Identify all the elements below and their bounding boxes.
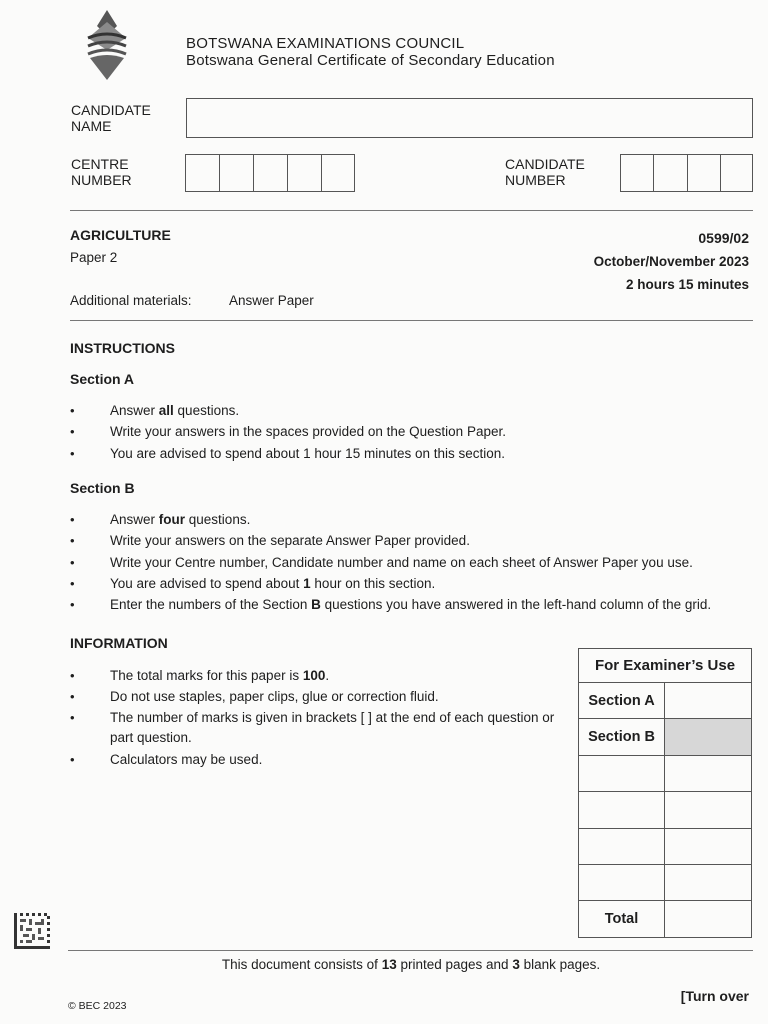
total-mark-cell[interactable] <box>665 901 752 937</box>
qualification-title: Botswana General Certificate of Secondary Education <box>186 52 555 69</box>
turn-over-note: [Turn over <box>680 988 749 1004</box>
list-item: • Calculators may be used. <box>70 749 570 770</box>
copyright: © BEC 2023 <box>68 1000 127 1012</box>
org-name: BOTSWANA EXAMINATIONS COUNCIL <box>186 35 465 52</box>
information-heading: INFORMATION <box>70 635 168 651</box>
section-a-list <box>70 400 506 464</box>
list-item: • You are advised to spend about 1 hour on this section. <box>70 573 711 594</box>
examiner-row-label[interactable] <box>579 828 665 864</box>
instructions-heading: INSTRUCTIONS <box>70 340 175 356</box>
subject-title: AGRICULTURE <box>70 227 171 243</box>
paper-code: 0599/02 <box>698 230 749 246</box>
information-list <box>70 665 570 770</box>
divider <box>70 210 753 211</box>
list-item: • Write your answers in the spaces provided on the Question Paper. <box>70 421 506 442</box>
examiner-mark-cell[interactable] <box>665 755 752 791</box>
materials-value: Answer Paper <box>229 293 314 308</box>
examiner-mark-cell[interactable] <box>665 792 752 828</box>
list-item: • Answer four questions. <box>70 509 711 530</box>
list-item: • Enter the numbers of the Section B questions you have answered in the left-hand column of the grid. <box>70 594 711 615</box>
divider <box>70 320 753 321</box>
exam-duration: 2 hours 15 minutes <box>625 277 749 292</box>
list-item: • Write your Centre number, Candidate number and name on each sheet of Answer Paper you use. <box>70 552 711 573</box>
centre-number-field[interactable] <box>185 154 355 192</box>
section-b-heading: Section B <box>70 480 135 496</box>
materials-label: Additional materials: <box>70 293 192 308</box>
examiner-row-label[interactable] <box>579 755 665 791</box>
total-label: Total <box>579 901 665 937</box>
bec-logo <box>82 8 132 82</box>
section-a-heading: Section A <box>70 371 135 387</box>
list-item: • Answer all questions. <box>70 400 506 421</box>
examiner-row-label[interactable] <box>579 864 665 900</box>
examiner-table-title: For Examiner’s Use <box>579 649 752 683</box>
pages-note: This document consists of 13 printed pages and 3 blank pages. <box>221 957 601 972</box>
examiner-mark-cell[interactable] <box>665 828 752 864</box>
section-b-list <box>70 509 711 615</box>
centre-number-label: CENTRE NUMBER <box>71 156 132 188</box>
candidate-name-label: CANDIDATE NAME <box>71 102 151 134</box>
paper-number: Paper 2 <box>70 250 118 265</box>
divider <box>68 950 753 951</box>
candidate-name-field[interactable] <box>186 98 753 138</box>
examiner-use-table <box>578 648 752 938</box>
examiner-mark-cell[interactable] <box>665 683 752 719</box>
exam-session: October/November 2023 <box>593 254 749 269</box>
examiner-mark-cell[interactable] <box>665 864 752 900</box>
list-item: • Do not use staples, paper clips, glue or correction fluid. <box>70 686 570 707</box>
list-item: • The number of marks is given in brackets [ ] at the end of each question or part question. <box>70 708 570 749</box>
examiner-mark-cell <box>665 719 752 755</box>
examiner-row-label[interactable] <box>579 792 665 828</box>
datamatrix-code <box>14 913 50 949</box>
examiner-row-label: Section B <box>579 719 665 755</box>
candidate-number-label: CANDIDATE NUMBER <box>505 156 585 188</box>
list-item: • You are advised to spend about 1 hour 15 minutes on this section. <box>70 443 506 464</box>
list-item: • Write your answers on the separate Answer Paper provided. <box>70 530 711 551</box>
examiner-row-label: Section A <box>579 683 665 719</box>
list-item: • The total marks for this paper is 100. <box>70 665 570 686</box>
candidate-number-field[interactable] <box>620 154 753 192</box>
